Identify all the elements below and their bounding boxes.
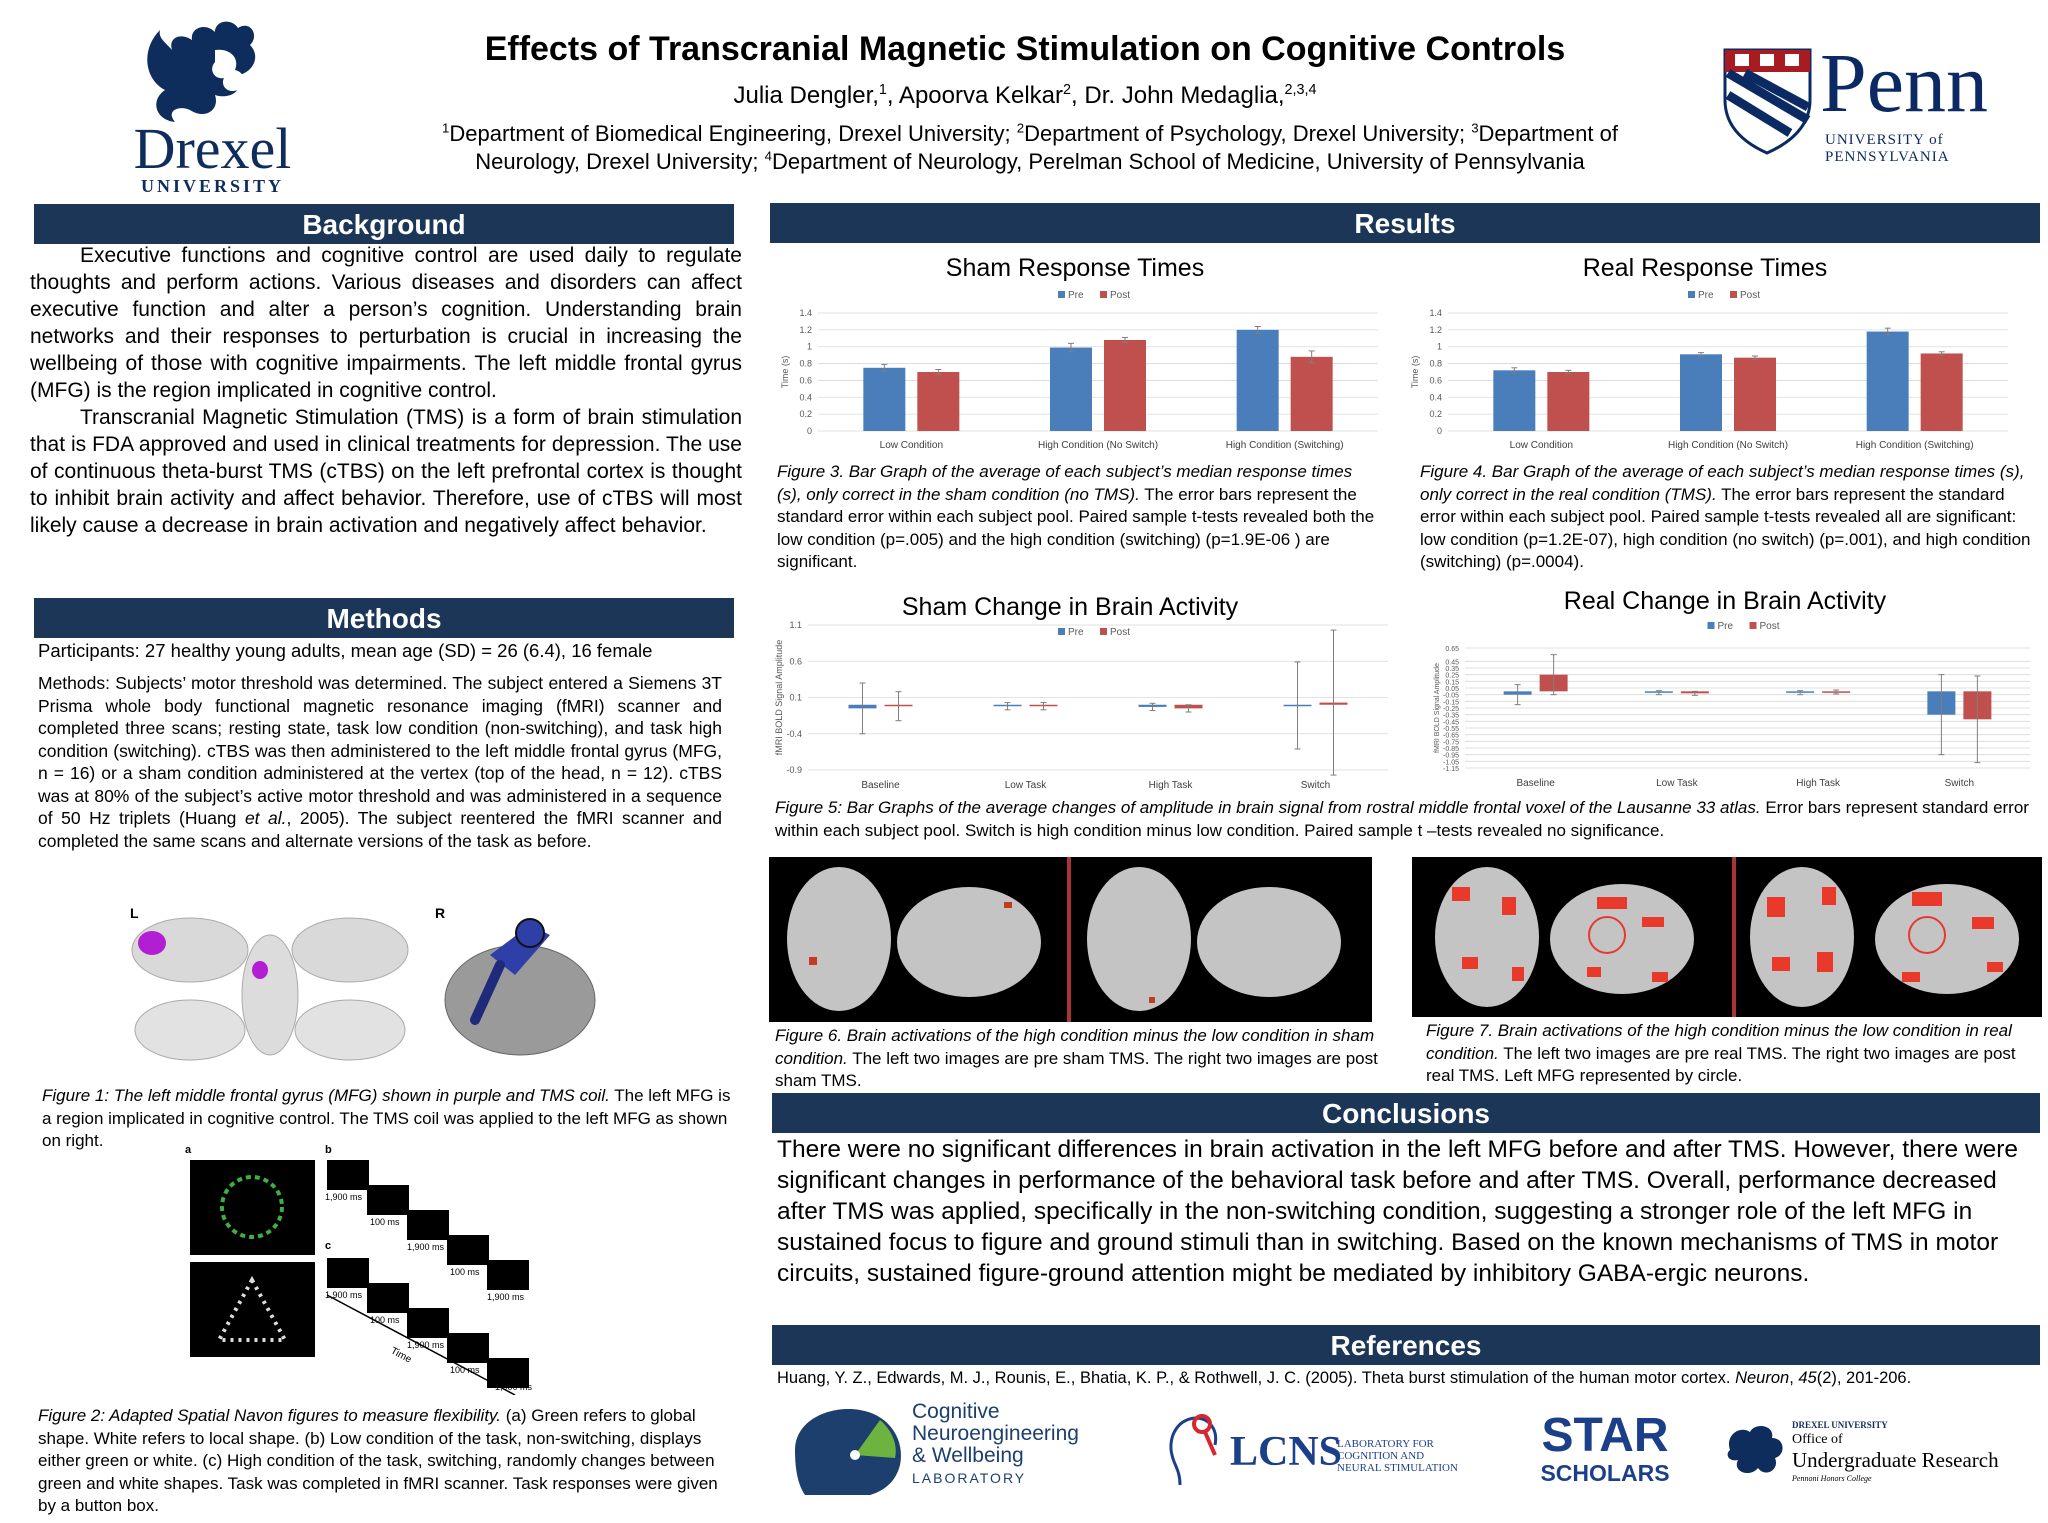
figure-6-caption: Figure 6. Brain activations of the high condition minus the low condition in sham condition. The left two images are pre sham TMS. The right two images are post sham TMS. [775,1026,1378,1090]
bar [1547,372,1589,431]
y-tick-label: 1 [1436,341,1442,352]
bar [1734,358,1776,431]
y-tick-label: 0.6 [799,375,812,386]
legend-swatch [1058,291,1065,298]
bar [1050,348,1092,431]
legend-swatch [1708,622,1715,629]
authors: Julia Dengler,$^1$, Apoorva Kelkar$^2$, Dr. John Medaglia,$^{2,3,4}$ [733,82,1317,109]
timing-label: 1,900 ms [487,1292,525,1302]
y-tick-label: 0.35 [1445,666,1459,673]
timing-label: 100 ms [370,1315,400,1325]
y-tick-label: 1.2 [1429,324,1442,335]
real-response-times-chart [1400,283,2020,458]
drexel-wordmark: Drexel [133,116,292,181]
y-tick-label: -0.45 [1443,719,1459,727]
bar [1493,370,1535,431]
y-tick-label: 0.15 [1445,679,1459,687]
y-tick-label: -0.9 [786,765,802,775]
timing-label: 100 ms [370,1217,400,1227]
y-tick-label: 1 [806,341,812,352]
y-tick-label: -0.15 [1443,699,1459,707]
background-paragraph: Executive functions and cognitive control are used daily to regulate thoughts and perform actions. Various diseases and disorders can affect executive function and alter a person’s cognition. Understanding brain networks and their responses to perturbation is crucial in increasing the wellbeing of those with cognitive impairments. The left middle frontal gyrus (MFG) is the region implicated in cognitive control. [30,244,742,402]
participants-text: Participants: 27 healthy young adults, mean age (SD) = 26 (6.4), 16 female [38,640,653,661]
background-text [30,242,742,539]
figure-2-caption: Figure 2: Adapted Spatial Navon figures to measure flexibility. (a) Green refers to global shape. White refers to local shape. (b) Low condition of the task, non-switching, displays either green or white. (c) High condition of the task, switching, randomly changes between green and white shapes. Task was completed in fMRI scanner. Task responses were given by a button box. [38,1406,718,1515]
y-tick-label: -0.65 [1443,732,1459,740]
y-tick-label: 0.05 [1445,686,1459,693]
brain-mfg-illustration [130,905,650,1075]
y-tick-label: 0.4 [1429,392,1442,403]
bar [1291,357,1333,431]
panel-a-label: a [185,1144,192,1156]
figure-7-caption: Figure 7. Brain activations of the high condition minus the low condition in real condition. The left two images are pre real TMS. The right two images are post real TMS. Left MFG represented by circle. [1426,1021,2016,1085]
references-header: References [772,1325,2040,1365]
y-tick-label: 0.45 [1445,659,1459,667]
undergraduate-research-logo [1720,1420,2040,1495]
lcns-head-icon [1160,1410,1230,1490]
bar [1680,354,1722,431]
lcns-logo [1160,1410,1480,1490]
our-line: Office of [1792,1432,1843,1447]
y-tick-label: 0.6 [789,656,802,667]
legend-label: Pre [1068,290,1084,301]
y-tick-label: -0.05 [1443,692,1459,700]
legend-label: Pre [1717,621,1734,632]
x-tick-label: High Condition (Switching) [1225,440,1344,451]
legend-label: Post [1110,290,1131,301]
right-hemisphere-label: R [435,905,446,921]
y-tick-label: -0.35 [1443,712,1459,720]
y-tick-label: 0.25 [1445,672,1459,680]
y-tick-label: 0.2 [1429,409,1442,420]
drexel-dragon-small-icon [1720,1420,1790,1480]
penn-wordmark: Penn [1820,37,1988,130]
bar [1104,340,1146,431]
figure-2-images [185,1144,555,1395]
legend-label: Post [1110,627,1131,638]
x-tick-label: High Task [1796,778,1840,789]
bar [1237,330,1279,431]
legend-label: Post [1740,290,1761,301]
cnw-line: Cognitive [912,1400,1000,1423]
penn-shield-icon [1720,45,1815,155]
y-tick-label: -1.15 [1443,766,1459,773]
timing-label: 100 ms [450,1267,480,1277]
figure-7-brain-images [1412,857,2042,1017]
timing-label: 1,900 ms [407,1242,445,1252]
y-tick-label: 0.6 [1429,375,1442,386]
legend-label: Post [1759,621,1780,632]
x-tick-label: Switch [1944,778,1975,789]
y-tick-label: -0.25 [1443,706,1459,713]
affiliations: $^1$Department of Biomedical Engineering, Drexel University; $^2$Department of Psychology, Drexel University; $^3$Department of Neurology, Drexel University; $^4$Department of Neurology, Perelman School of Medicine, University of Pennsylvania [442,120,1618,174]
y-tick-label: 0.4 [799,392,812,403]
bar [863,368,905,431]
y-tick-label: 0 [1436,426,1442,436]
chart-title: Real Change in Brain Activity [1563,587,1887,615]
legend-swatch [1688,291,1695,298]
y-tick-label: 1.2 [799,324,812,335]
timing-label: 1,900 ms [407,1340,445,1350]
y-tick-label: 0.2 [799,409,812,420]
panel-c-label: c [325,1240,332,1252]
y-tick-label: -0.95 [1443,752,1459,760]
legend-swatch [1058,628,1065,635]
star-scholars-logo [1535,1409,1675,1492]
timing-label: 100 ms [450,1365,480,1375]
timing-label: 1,900 ms [325,1192,363,1202]
y-tick-label: 1.4 [799,308,812,318]
drexel-logo [120,10,305,195]
lcns-line: LABORATORY FOR [1337,1438,1434,1450]
y-tick-label: 0 [806,426,812,436]
panel-b-label: b [325,1144,332,1156]
results-header: Results [770,203,2040,243]
x-tick-label: Low Condition [1509,440,1574,451]
y-axis-label: Time (s) [1410,355,1420,389]
penn-university-label: UNIVERSITY of PENNSYLVANIA [1825,132,1950,165]
cnw-head-icon [780,1400,910,1500]
left-hemisphere-label: L [130,905,139,921]
bar [917,372,959,431]
time-arrow-label: Time [388,1345,414,1366]
star-line: SCHOLARS [1540,1460,1670,1486]
figure-3-caption: Figure 3. Bar Graph of the average of each subject’s median response times (s), only correct in the sham condition (no TMS). The error bars represent the standard error within each subject pool. Paired sample t-tests revealed both the low condition (p=.005) and the high condition (switching) (p=1.9E-06 ) are significant. [777,462,1375,571]
timing-label: 1,900 ms [325,1290,363,1300]
x-tick-label: Switch [1300,780,1331,791]
y-axis-label: fMRI BOLD Signal Amplitude [774,639,784,756]
reference-entry: Huang, Y. Z., Edwards, M. J., Rounis, E., Bhatia, K. P., & Rothwell, J. C. (2005). Theta burst stimulation of the human motor cortex. Neuron, 45(2), 201-206. [777,1369,1912,1387]
y-tick-label: 1.1 [789,620,802,630]
methods-header: Methods [34,598,734,638]
background-header: Background [34,204,734,244]
cnw-lab-logo [780,1400,1120,1500]
y-axis-label: fMRI BOLD Signal Amplitude [1434,663,1441,753]
y-tick-label: -0.85 [1443,746,1459,753]
y-tick-label: 0.8 [799,358,812,369]
y-tick-label: -0.55 [1443,726,1459,733]
y-tick-label: -1.05 [1443,759,1459,767]
figure-4-caption: Figure 4. Bar Graph of the average of each subject’s median response times (s), only correct in the real condition (TMS). The error bars represent the standard error within each subject pool. Paired sample t-tests revealed all are significant: low condition (p=1.2E-07), high condition (no switch) (p=.001), and high condition (switching) (p=.0004). [1420,462,2031,571]
timing-label: 1,900 ms [495,1382,533,1392]
lcns-wordmark: LCNS [1230,1429,1343,1475]
drexel-university-label: UNIVERSITY [140,176,285,196]
figure-6-brain-images [769,857,1372,1022]
figure-1-images [130,905,650,1075]
lcns-line: NEURAL STIMULATION [1337,1462,1458,1474]
star-line: STAR [1541,1409,1669,1462]
sham-brain-activity-chart [770,620,1390,792]
our-line: DREXEL UNIVERSITY [1792,1420,1888,1430]
background-paragraph: Transcranial Magnetic Stimulation (TMS) is a form of brain stimulation that is FDA approved and used in clinical treatments for depression. The use of continuous theta-burst TMS (cTBS) on the left prefrontal cortex is thought to inhibit brain activity and affect behavior. Therefore, use of cTBS will most likely cause a decrease in brain activation and negatively affect behavior. [30,406,742,537]
navon-stimuli-illustration [185,1150,555,1395]
our-line: Undergraduate Research [1792,1448,1999,1472]
legend-swatch [1750,622,1757,629]
y-tick-label: 0.65 [1445,646,1459,653]
lcns-line: COGNITION AND [1337,1450,1425,1462]
legend-label: Pre [1698,290,1714,301]
x-tick-label: Baseline [1516,778,1555,789]
cnw-line: & Wellbeing [912,1444,1024,1467]
bar [1921,353,1963,431]
x-tick-label: High Task [1148,780,1193,791]
legend-label: Pre [1068,627,1084,638]
x-tick-label: High Condition (No Switch) [1667,440,1789,451]
real-brain-activity-chart [1430,614,2040,792]
y-tick-label: 0.8 [1429,358,1442,369]
conclusions-text: There were no significant differences in brain activation in the left MFG before and after TMS. However, there were significant changes in performance of the behavioral task before and after TMS. Overall, performance decreased after TMS was applied, specifically in the non-switching condition, suggesting a stronger role of the left MFG in sustained focus to figure and ground stimuli than in switching. Based on the known mechanisms of TMS in motor circuits, sustained figure-ground attention might be mediated by inhibitory GABA-ergic neurons. [777,1136,2019,1287]
legend-swatch [1730,291,1737,298]
x-tick-label: Low Task [1656,778,1698,789]
y-axis-label: Time (s) [780,355,790,389]
chart-title: Sham Response Times [945,254,1205,282]
chart-title: Sham Change in Brain Activity [901,593,1239,621]
y-tick-label: 0.1 [789,692,802,703]
x-tick-label: High Condition (Switching) [1855,440,1974,451]
figure-1-caption: Figure 1: The left middle frontal gyrus (MFG) shown in purple and TMS coil. The left MFG is a region implicated in cognitive control. The TMS coil was applied to the left MFG as shown on right. [42,1086,731,1150]
x-tick-label: High Condition (No Switch) [1037,440,1159,451]
legend-swatch [1100,291,1107,298]
figure-5-caption: Figure 5: Bar Graphs of the average changes of amplitude in brain signal from rostral middle frontal voxel of the Lausanne 33 atlas. Error bars represent standard error within each subject pool. Switch is high condition minus low condition. Paired sample t –tests revealed no significance. [775,798,2029,840]
poster-title: Effects of Transcranial Magnetic Stimulation on Cognitive Controls [484,30,1566,68]
x-tick-label: Low Task [1004,780,1047,791]
legend-swatch [1100,628,1107,635]
methods-text: Methods: Subjects’ motor threshold was determined. The subject entered a Siemens 3T Prisma whole body functional magnetic resonance imaging (fMRI) scanner and completed three scans; resting state, task low condition (non-switching), and task high condition (switching). cTBS was then administered to the left middle frontal gyrus (MFG, n = 16) or a sham condition administered at the vertex (top of the head, n = 12). cTBS was at 80% of the subject’s active motor threshold and was administered in a sequence of 50 Hz triplets (Huang et al., 2005). The subject reentered the fMRI scanner and completed the same scans and alternate versions of the task as before. [38,673,722,851]
conclusions-header: Conclusions [772,1093,2040,1133]
x-tick-label: Low Condition [879,440,944,451]
our-line: Pennoni Honors College [1792,1474,1872,1483]
sham-response-times-chart [770,283,1390,458]
bar [1867,332,1909,431]
penn-logo [1720,37,2040,165]
y-tick-label: -0.75 [1443,739,1459,747]
chart-title: Real Response Times [1582,254,1828,282]
y-tick-label: -0.4 [786,728,802,739]
x-tick-label: Baseline [861,780,900,791]
cnw-line: Neuroengineering [912,1422,1079,1445]
y-tick-label: 1.4 [1429,308,1442,318]
cnw-line: LABORATORY [912,1470,1027,1486]
